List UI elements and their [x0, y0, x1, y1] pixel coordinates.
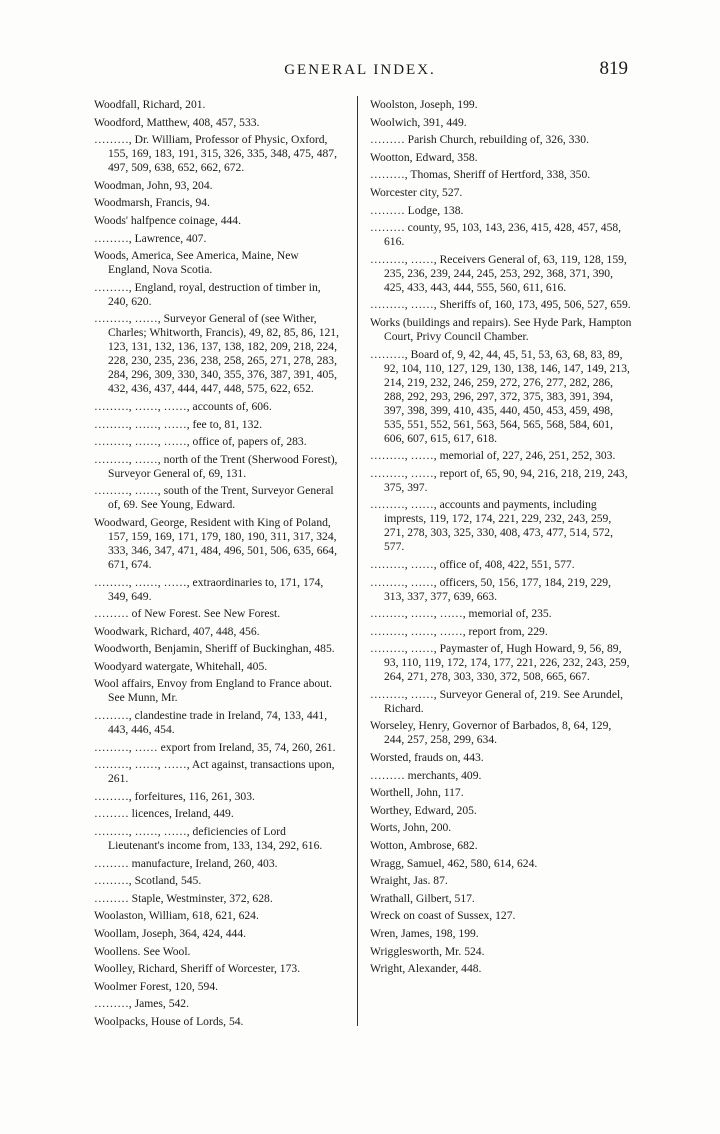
index-entry: ………, ……, Surveyor General of (see Wither, Charles; Whitworth, Francis), 49, 82, 85, 86, 121, 123, 131, 132, 136, 137, 138, 182, 209, 218, 224, 228, 230, 235, 236, 238, 258, 265, 271, 278, 283, 284, 296, 309, 330, 340, 355, 376, 387, 391, 405, 432, 436, 437, 444, 447, 448, 575, 622, 652.: [94, 312, 339, 396]
index-entry: Wotton, Ambrose, 682.: [370, 839, 478, 853]
index-entry: Woolaston, William, 618, 621, 624.: [94, 909, 259, 923]
index-entry: Worthell, John, 117.: [370, 786, 464, 800]
index-entry: ………, ……, ……, deficiencies of Lord Lieutenant's income from, 133, 134, 292, 616.: [94, 825, 323, 853]
index-entry: Woodworth, Benjamin, Sheriff of Buckinghan, 485.: [94, 642, 335, 656]
index-entry: ………, ……, accounts and payments, including imprests, 119, 172, 174, 221, 229, 232, 243, 259, 271, 278, 303, 325, 330, 408, 473, 477, 514, 572, 577.: [370, 498, 613, 554]
index-entry: Wright, Alexander, 448.: [370, 962, 482, 976]
index-entry: ………, ……, ……, memorial of, 235.: [370, 607, 552, 621]
index-entry: Wrigglesworth, Mr. 524.: [370, 944, 485, 958]
index-entry: ……… Staple, Westminster, 372, 628.: [94, 891, 273, 905]
index-entry: Woolpacks, House of Lords, 54.: [94, 1014, 244, 1028]
index-entry: ………, ……, Surveyor General of, 219. See Arundel, Richard.: [370, 687, 624, 715]
index-entry: ………, …… export from Ireland, 35, 74, 260, 261.: [94, 740, 336, 754]
index-entry: ………, forfeitures, 116, 261, 303.: [94, 789, 255, 803]
left-column: [94, 98, 342, 1033]
index-entry: ………, ……, office of, 408, 422, 551, 577.: [370, 557, 575, 571]
index-entry: Woodyard watergate, Whitehall, 405.: [94, 659, 268, 673]
index-entry: Woolley, Richard, Sheriff of Worcester, 173.: [94, 962, 301, 976]
index-entry: ………, ……, Receivers General of, 63, 119, 128, 159, 235, 236, 239, 244, 245, 253, 292, 368, 371, 390, 425, 433, 443, 444, 555, 560, 611, 616.: [370, 252, 627, 294]
index-entry: Worthey, Edward, 205.: [370, 803, 477, 817]
index-entry: Worsted, frauds on, 443.: [370, 751, 484, 765]
index-entry: ………, ……, south of the Trent, Surveyor General of, 69. See Young, Edward.: [94, 484, 334, 512]
index-entry: ………, ……, Sheriffs of, 160, 173, 495, 506, 527, 659.: [370, 298, 631, 312]
index-entry: Woodford, Matthew, 408, 457, 533.: [94, 115, 260, 129]
index-entry: ………, ……, report of, 65, 90, 94, 216, 218, 219, 243, 375, 397.: [370, 466, 628, 494]
index-entry: ………, England, royal, destruction of timber in, 240, 620.: [94, 280, 321, 308]
index-entry: Woolston, Joseph, 199.: [370, 98, 478, 111]
index-entry: Woodman, John, 93, 204.: [94, 178, 213, 192]
index-entry: Woollens. See Wool.: [94, 944, 191, 958]
index-entry: ………, ……, ……, report from, 229.: [370, 624, 548, 638]
index-entry: ………, clandestine trade in Ireland, 74, 133, 441, 443, 446, 454.: [94, 709, 328, 737]
index-entry: ………, ……, officers, 50, 156, 177, 184, 219, 229, 313, 337, 377, 639, 663.: [370, 575, 611, 603]
index-entry: Worseley, Henry, Governor of Barbados, 8, 64, 129, 244, 257, 258, 299, 634.: [370, 719, 612, 747]
index-entry: ………, ……, Paymaster of, Hugh Howard, 9, 56, 89, 93, 110, 119, 172, 174, 177, 221, 226, 232, 243, 259, 264, 271, 278, 303, 330, 372, 508, 665, 667.: [370, 642, 630, 684]
index-entry: ………, ……, north of the Trent (Sherwood Forest), Surveyor General of, 69, 131.: [94, 452, 338, 480]
index-entry: ………, ……, memorial of, 227, 246, 251, 252, 303.: [370, 449, 616, 463]
index-entry: Wool affairs, Envoy from England to France about. See Munn, Mr.: [94, 677, 333, 705]
index-entry: Wrathall, Gilbert, 517.: [370, 891, 475, 905]
index-entry: Woodward, George, Resident with King of Poland, 157, 159, 169, 171, 179, 180, 190, 311, 317, 324, 333, 346, 347, 471, 484, 496, 501, 506, 635, 664, 671, 674.: [94, 515, 337, 571]
index-entry: ……… licences, Ireland, 449.: [94, 807, 234, 821]
index-entry: ………, Scotland, 545.: [94, 874, 202, 888]
index-entry: Woollam, Joseph, 364, 424, 444.: [94, 927, 247, 940]
index-entry: Woodmarsh, Francis, 94.: [94, 196, 210, 210]
page-title: GENERAL INDEX.: [284, 62, 436, 78]
index-entry: ………, James, 542.: [94, 997, 189, 1011]
index-entry: Woods, America, See America, Maine, New England, Nova Scotia.: [94, 249, 299, 277]
index-entry: ………, ……, ……, Act against, transactions upon, 261.: [94, 758, 335, 786]
index-entry: ………, ……, ……, extraordinaries to, 171, 174, 349, 649.: [94, 575, 324, 603]
index-entry: ……… county, 95, 103, 143, 236, 415, 428, 457, 458, 616.: [370, 221, 622, 249]
index-entry: Woodwark, Richard, 407, 448, 456.: [94, 624, 260, 638]
page-number: 819: [599, 58, 628, 79]
index-entry: Wren, James, 198, 199.: [370, 927, 479, 940]
right-column: [370, 98, 632, 980]
index-entry: ……… merchants, 409.: [370, 768, 482, 782]
index-entry: ……… Lodge, 138.: [370, 203, 464, 217]
index-entry: Woods' halfpence coinage, 444.: [94, 213, 241, 227]
index-entry: ………, ……, ……, office of, papers of, 283.: [94, 435, 307, 449]
index-entry: Works (buildings and repairs). See Hyde Park, Hampton Court, Privy Council Chamber.: [370, 315, 632, 343]
index-entry: Wragg, Samuel, 462, 580, 614, 624.: [370, 856, 538, 870]
index-entry: Woodfall, Richard, 201.: [94, 98, 206, 111]
index-entry: ………, Lawrence, 407.: [94, 231, 207, 245]
index-entry: Wreck on coast of Sussex, 127.: [370, 909, 516, 923]
index-entry: Worts, John, 200.: [370, 821, 452, 835]
index-entry: ………, Board of, 9, 42, 44, 45, 51, 53, 63, 68, 83, 89, 92, 104, 110, 127, 129, 130, 138, 146, 147, 149, 213, 214, 219, 232, 246, 259, 272, 276, 277, 282, 286, 288, 292, 293, 296, 297, 372, 375, 383, 391, 394, 397, 398, 399, 410, 435, 440, 450, 453, 459, 498, 535, 551, 552, 561, 563, 564, 565, 568, 584, 601, 606, 607, 615, 617, 618.: [370, 347, 630, 445]
running-head: [0, 58, 720, 82]
index-entry: Woolmer Forest, 120, 594.: [94, 979, 219, 993]
index-entry: ………, Thomas, Sheriff of Hertford, 338, 350.: [370, 168, 591, 182]
index-entry: ………, ……, ……, accounts of, 606.: [94, 399, 272, 413]
index-entry: ………, ……, ……, fee to, 81, 132.: [94, 417, 263, 431]
index-entry: ……… Parish Church, rebuilding of, 326, 330.: [370, 133, 589, 147]
index-entry: Wraight, Jas. 87.: [370, 874, 448, 888]
index-entry: Wootton, Edward, 358.: [370, 150, 478, 164]
index-entry: ……… manufacture, Ireland, 260, 403.: [94, 856, 278, 870]
index-entry: ………, Dr. William, Professor of Physic, Oxford, 155, 169, 183, 191, 315, 326, 335, 348, 475, 487, 497, 509, 638, 652, 662, 672.: [94, 133, 337, 175]
column-divider: [357, 96, 358, 1026]
index-entry: Woolwich, 391, 449.: [370, 115, 467, 129]
index-entry: ……… of New Forest. See New Forest.: [94, 607, 281, 621]
index-entry: Worcester city, 527.: [370, 185, 463, 199]
